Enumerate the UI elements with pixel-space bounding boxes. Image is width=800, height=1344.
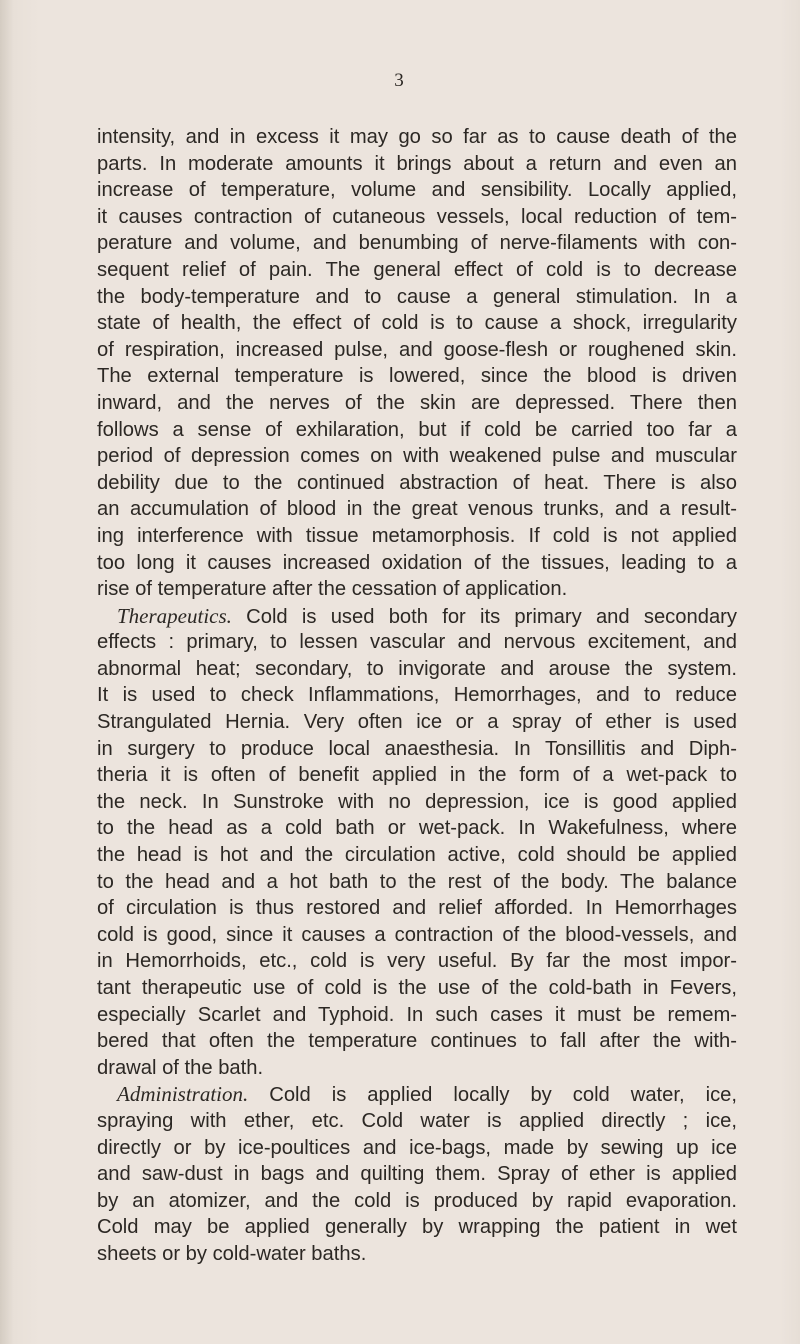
page-number: 3: [394, 70, 404, 91]
text-line: rise of temperature after the cessation of application.: [97, 578, 568, 601]
text-line: period of depression comes on with weakened pulse and muscular: [97, 445, 737, 468]
text-line: effects : primary, to lessen vascular and nervous excitement, and: [97, 631, 737, 654]
text-line: Cold may be applied generally by wrapping the patient in wet: [97, 1216, 737, 1239]
text-line: to the head as a cold bath or wet-pack. In Wakefulness, where: [97, 817, 737, 840]
text-line: sequent relief of pain. The general effect of cold is to decrease: [97, 258, 737, 281]
text-line: cold is good, since it causes a contraction of the blood-vessels, and: [97, 923, 737, 946]
text-line: parts. In moderate amounts it brings about a return and even an: [97, 152, 737, 175]
text-line: too long it causes increased oxidation of the tissues, leading to a: [97, 551, 737, 574]
text-line: tant therapeutic use of cold is the use of the cold-bath in Fevers,: [97, 977, 737, 999]
text-line: theria it is often of benefit applied in the form of a wet-pack to: [97, 764, 737, 787]
text-line: an accumulation of blood in the great venous trunks, and a result-: [97, 498, 737, 521]
administration-heading: Administration.: [117, 1082, 249, 1107]
text-line: the body-temperature and to cause a general stimulation. In a: [97, 285, 737, 308]
text-line: of respiration, increased pulse, and goose-flesh or roughened skin.: [97, 338, 737, 361]
therapeutics-first-line-text: Cold is used both for its primary and secondary: [246, 605, 737, 628]
administration-first-line: [97, 1081, 737, 1108]
text-line: The external temperature is lowered, since the blood is driven: [97, 365, 737, 388]
text-line: inward, and the nerves of the skin are depressed. There then: [97, 391, 737, 414]
text-line: especially Scarlet and Typhoid. In such cases it must be remem-: [97, 1003, 737, 1026]
text-line: Strangulated Hernia. Very often ice or a spray of ether is used: [97, 711, 737, 734]
body-text: [97, 124, 737, 1268]
text-line: debility due to the continued abstraction of heat. There is also: [97, 471, 737, 494]
text-line: in surgery to produce local anaesthesia. In Tonsillitis and Diph-: [97, 737, 737, 760]
text-line: bered that often the temperature continues to fall after the with-: [97, 1030, 737, 1053]
text-line: directly or by ice-poultices and ice-bags, made by sewing up ice: [97, 1136, 737, 1159]
therapeutics-heading: Therapeutics.: [117, 603, 232, 628]
text-line: to the head and a hot bath to the rest of the body. The balance: [97, 870, 737, 893]
text-line: state of health, the effect of cold is to cause a shock, irregularity: [97, 312, 737, 335]
text-line: drawal of the bath.: [97, 1056, 264, 1079]
text-line: in Hemorrhoids, etc., cold is very useful. By far the most impor-: [97, 950, 737, 973]
text-line: and saw-dust in bags and quilting them. Spray of ether is applied: [97, 1163, 737, 1186]
text-line: of circulation is thus restored and relief afforded. In Hemorrhages: [97, 897, 737, 920]
text-line: ing interference with tissue metamorphosis. If cold is not applied: [97, 524, 737, 547]
text-line: perature and volume, and benumbing of nerve-filaments with con-: [97, 232, 737, 255]
text-line: sheets or by cold-water baths.: [97, 1242, 367, 1265]
text-line: the head is hot and the circulation active, cold should be applied: [97, 844, 737, 867]
text-line: increase of temperature, volume and sensibility. Locally applied,: [97, 179, 737, 202]
text-line: it causes contraction of cutaneous vessels, local reduction of tem-: [97, 205, 737, 228]
administration-first-line-text: Cold is applied locally by cold water, ice,: [269, 1084, 737, 1107]
text-line: It is used to check Inflammations, Hemorrhages, and to reduce: [97, 684, 737, 707]
text-line: abnormal heat; secondary, to invigorate and arouse the system.: [97, 657, 737, 680]
text-line: the neck. In Sunstroke with no depression, ice is good applied: [97, 790, 737, 813]
text-line: follows a sense of exhilaration, but if cold be carried too far a: [97, 418, 737, 441]
text-line: by an atomizer, and the cold is produced by rapid evaporation.: [97, 1189, 737, 1212]
therapeutics-first-line: [97, 603, 737, 630]
text-line: intensity, and in excess it may go so far as to cause death of the: [97, 126, 737, 148]
text-line: spraying with ether, etc. Cold water is applied directly ; ice,: [97, 1109, 737, 1132]
